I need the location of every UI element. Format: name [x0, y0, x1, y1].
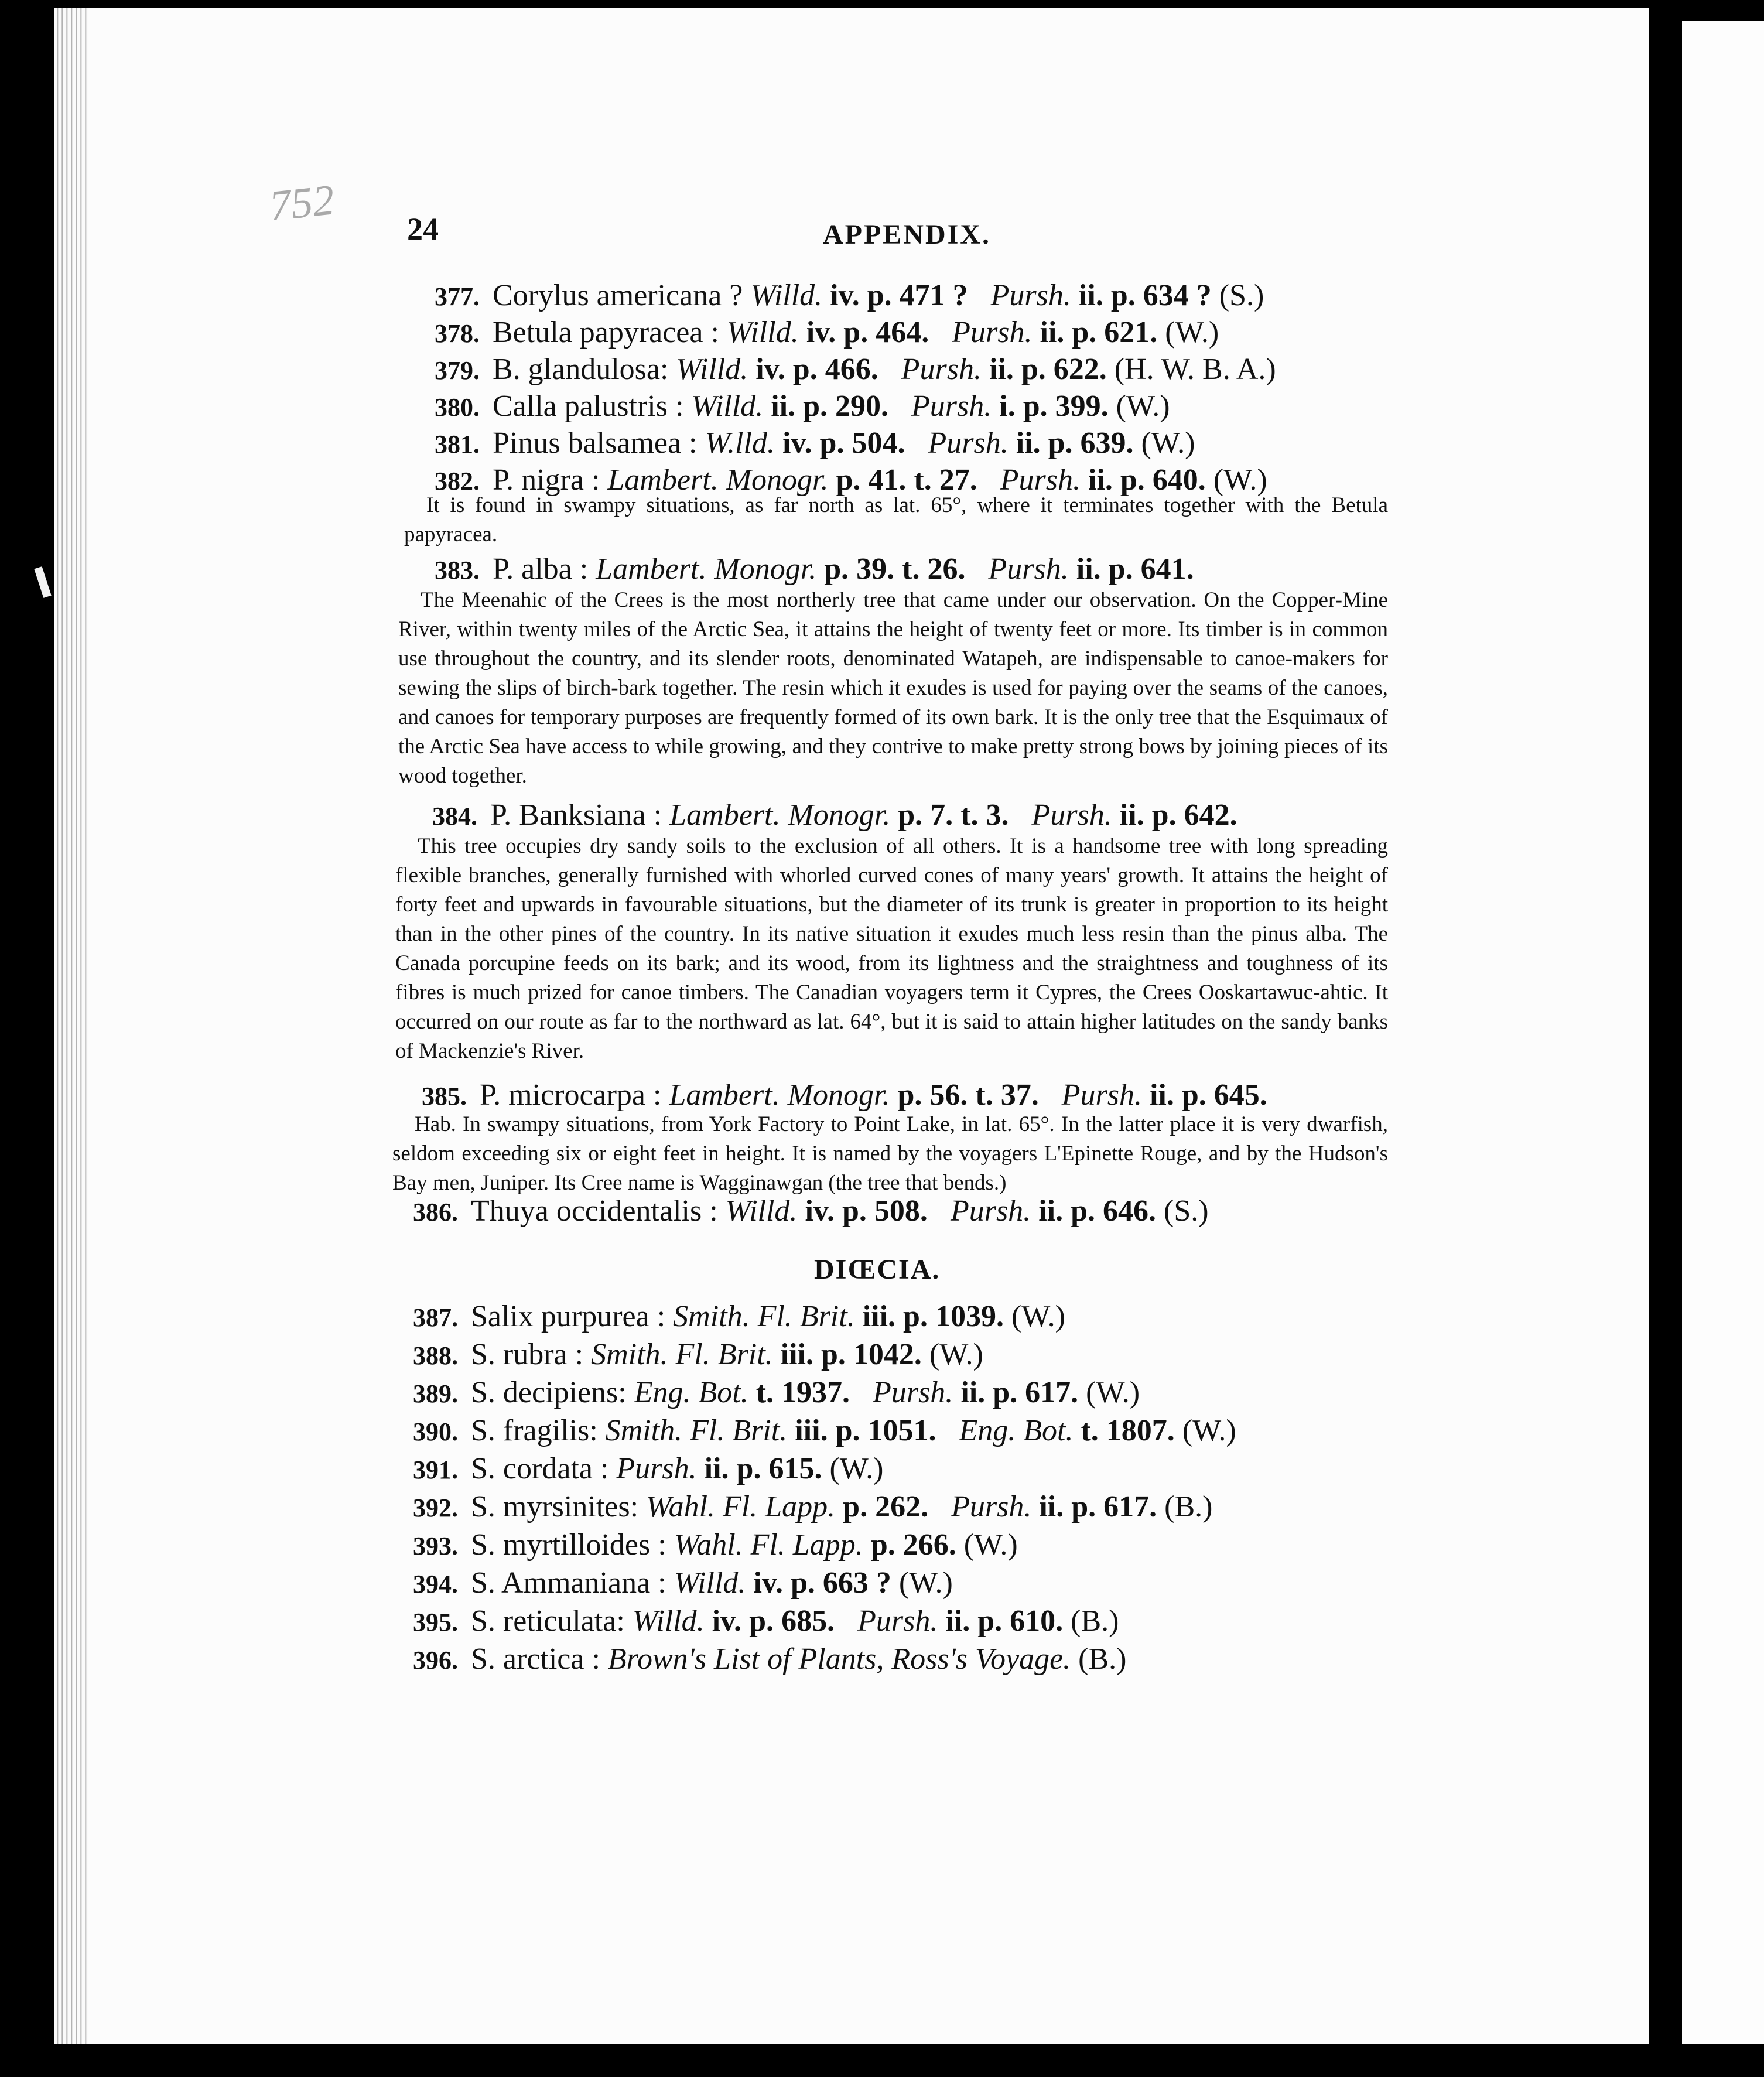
entry-384: 384. P. Banksiana : Lambert. Monogr. p. 7. t. 3. Pursh. ii. p. 642. [432, 798, 1237, 832]
entry-381: 381. Pinus balsamea : W.lld. iv. p. 504. Pursh. ii. p. 639. (W.) [435, 426, 1195, 460]
note-383: The Meenahic of the Crees is the most northerly tree that came under our observation. On the Copper-Mine River, within twenty miles of the Arctic Sea, it attains the height of twenty feet or more. Its timber is in common use throughout the country, and its slender roots, denominated Watapeh, are indispensable to canoe-makers for sewing the slips of birch-bark together. The resin which it exudes is used for paying over the seams of the canoes, and canoes for temporary purposes are frequently formed of its own bark. It is the only tree that the Esquimaux of the Arctic Sea have access to while growing, and they contrive to make pretty strong bows by joining pieces of its wood together. [398, 588, 1388, 788]
entry-387: 387. Salix purpurea : Smith. Fl. Brit. iii. p. 1039. (W.) [413, 1300, 1065, 1333]
entry-383: 383. P. alba : Lambert. Monogr. p. 39. t. 26. Pursh. ii. p. 641. [435, 552, 1194, 586]
pencil-note: 752 [266, 176, 337, 231]
running-head: APPENDIX. [823, 219, 991, 250]
entry-385: 385. P. microcarpa : Lambert. Monogr. p. 56. t. 37. Pursh. ii. p. 645. [422, 1078, 1267, 1112]
entry-389: 389. S. decipiens: Eng. Bot. t. 1937. Pursh. ii. p. 617. (W.) [413, 1376, 1140, 1409]
entry-380: 380. Calla palustris : Willd. ii. p. 290. Pursh. i. p. 399. (W.) [435, 390, 1170, 423]
entry-390: 390. S. fragilis: Smith. Fl. Brit. iii. p. 1051. Eng. Bot. t. 1807. (W.) [413, 1414, 1236, 1447]
entry-388: 388. S. rubra : Smith. Fl. Brit. iii. p. 1042. (W.) [413, 1338, 983, 1371]
facing-page-edge [1682, 21, 1764, 2044]
note-384: This tree occupies dry sandy soils to the exclusion of all others. It is a handsome tree with long spreading flexible branches, generally furnished with whorled curved cones of many years' growth. It attains the height of forty feet and upwards in favourable situations, but the diameter of its trunk is greater in proportion to its height than in the other pines of the country. In its native situation it exudes much less resin than the pinus alba. The Canada porcupine feeds on its bark; and its wood, from its lightness and the straightness and toughness of its fibres is much prized for canoe timbers. The Canadian voyagers term it Cypres, the Crees Ooskartawuc-ahtic. It occurred on our route as far to the northward as lat. 64°, but it is said to attain higher latitudes on the sandy banks of Mackenzie's River. [395, 834, 1388, 1063]
entry-396: 396. S. arctica : Brown's List of Plants, Ross's Voyage. (B.) [413, 1642, 1127, 1676]
entry-378: 378. Betula papyracea : Willd. iv. p. 464. Pursh. ii. p. 621. (W.) [435, 316, 1219, 349]
note-385: Hab. In swampy situations, from York Factory to Point Lake, in lat. 65°. In the latter place it is very dwarfish, seldom exceeding six or eight feet in height. It is named by the voyagers L'Epinette Rouge, and by the Hudson's Bay men, Juniper. Its Cree name is Wagginawgan (the tree that bends.) [392, 1112, 1388, 1195]
entry-379: 379. B. glandulosa: Willd. iv. p. 466. Pursh. ii. p. 622. (H. W. B. A.) [435, 353, 1276, 386]
entry-395: 395. S. reticulata: Willd. iv. p. 685. Pursh. ii. p. 610. (B.) [413, 1604, 1119, 1638]
book-page-edges [54, 8, 91, 2044]
entry-394: 394. S. Ammaniana : Willd. iv. p. 663 ? (W.) [413, 1566, 953, 1600]
entry-392: 392. S. myrsinites: Wahl. Fl. Lapp. p. 262. Pursh. ii. p. 617. (B.) [413, 1490, 1213, 1523]
note-382: It is found in swampy situations, as far north as lat. 65°, where it terminates together with the Betula papyracea. [404, 493, 1388, 546]
entry-382: 382. P. nigra : Lambert. Monogr. p. 41. t. 27. Pursh. ii. p. 640. (W.) [435, 463, 1267, 497]
section-heading-dioecia: DIŒCIA. [814, 1254, 941, 1285]
binding-mark [34, 566, 51, 598]
entry-393: 393. S. myrtilloides : Wahl. Fl. Lapp. p. 266. (W.) [413, 1528, 1018, 1562]
entry-377: 377. Corylus americana ? Willd. iv. p. 471 ? Pursh. ii. p. 634 ? (S.) [435, 279, 1264, 312]
entry-391: 391. S. cordata : Pursh. ii. p. 615. (W.) [413, 1452, 884, 1485]
entry-386: 386. Thuya occidentalis : Willd. iv. p. 508. Pursh. ii. p. 646. (S.) [413, 1194, 1209, 1228]
page-number: 24 [407, 211, 439, 247]
